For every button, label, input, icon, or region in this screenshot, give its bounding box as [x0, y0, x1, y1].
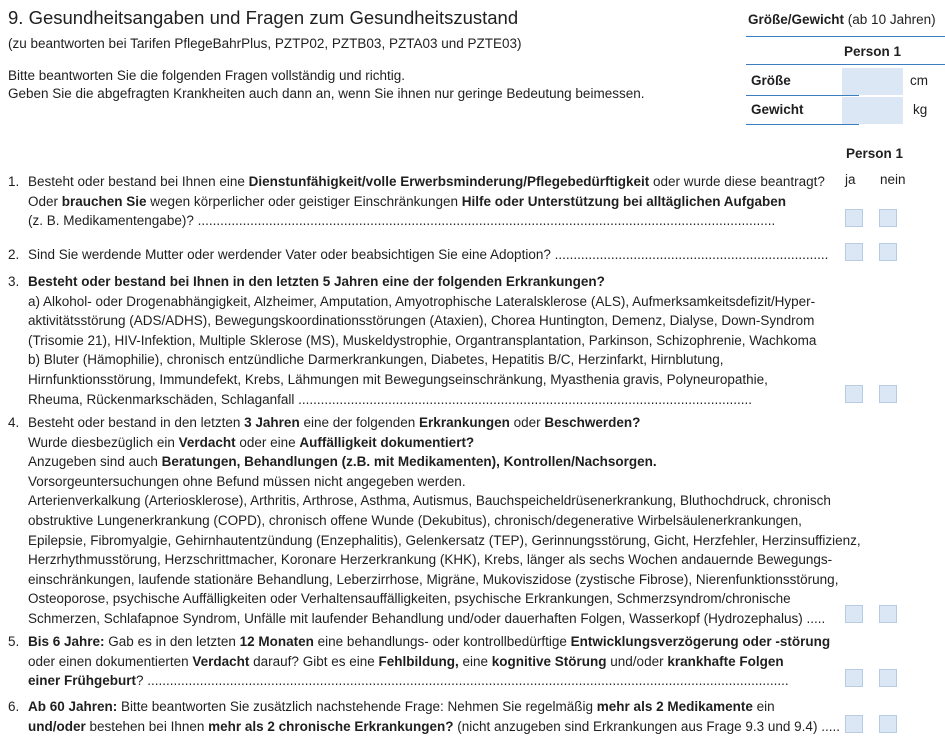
intro-line-2: Geben Sie die abgefragten Krankheiten auch dann an, wenn Sie ihnen nur geringe Bedeutung beimessen.: [8, 86, 645, 101]
q6-bold: mehr als 2 Medikamente: [596, 699, 753, 714]
q4-text: einschränkungen, laufende stationäre Behandlung, Leberzirrhose, Migräne, Mukoviszidose (zystische Fibrose), Nierenfunktionsstörung,: [28, 571, 839, 587]
q4-no-checkbox[interactable]: [879, 605, 897, 623]
q4-text: Arterienverkalkung (Arteriosklerose), Arthritis, Arthrose, Asthma, Autismus, Bauchspeicheldrüsenerkrankung, Bluthochdruck, chronisch: [28, 493, 831, 509]
q6-text: (nicht anzugeben sind Erkrankungen aus Frage 9.3 und 9.4) .....: [453, 718, 840, 734]
q1-text: oder wurde diese beantragt?: [649, 174, 825, 189]
q4-yes-checkbox[interactable]: [845, 605, 863, 623]
q4-text: Herzrhythmusstörung, Herzschrittmacher, Koronare Herzerkrankung (KHK), Krebs, länger als sechs Wochen andauernde Bewegungs-: [28, 552, 833, 568]
q1-bold: Hilfe oder Unterstützung bei alltäglichen Aufgaben: [461, 193, 787, 209]
q4-bold: Beschwerden?: [544, 415, 641, 430]
q4-text: Anzugeben sind auch: [28, 454, 162, 470]
q5-bold: kognitive Störung: [491, 653, 607, 669]
measurements-heading: [748, 12, 945, 27]
q4-text: Schmerzen, Schlafapnoe Syndrom, Unfälle mit laufender Behandlung und/oder dauerhaften Folgen, Wasserkopf (Hydrozephalus) .....: [28, 610, 826, 626]
measurements-rule-top: [746, 36, 945, 37]
q1-text: Oder: [28, 193, 62, 209]
q3-text: Hirnfunktionsstörung, Immundefekt, Krebs, Lähmungen mit Bewegungseinschränkung, Myasthenia gravis, Polyneuropathie,: [28, 371, 768, 387]
q1-bold: Dienstunfähigkeit/volle Erwerbsminderung/Pflegebedürftigkeit: [248, 174, 650, 189]
measurements-rule-4: [746, 124, 859, 125]
q4-text: oder: [509, 415, 545, 430]
q5-bold: 12 Monaten: [239, 634, 314, 649]
q5-bold: Entwicklungsverzögerung oder -störung: [570, 634, 831, 649]
q1-text: (z. B. Medikamentengabe)? ..........................................................................................................................................................: [28, 213, 776, 229]
q6-yes-checkbox[interactable]: [845, 715, 863, 733]
q3-no-checkbox[interactable]: [879, 385, 897, 403]
q5-bold: Fehlbildung,: [378, 653, 459, 669]
height-input[interactable]: [842, 68, 903, 95]
q3-text: (Trisomie 21), HIV-Infektion, Multiple Sklerose (MS), Muskeldystrophie, Organtransplantation, Parkinson, Schizophrenie, Wachkoma: [28, 332, 817, 348]
question-number: 6.: [8, 699, 20, 714]
q4-text: Wurde diesbezüglich ein: [28, 434, 179, 450]
q5-bold: Verdacht: [192, 653, 250, 669]
q5-yes-checkbox[interactable]: [845, 669, 863, 687]
q4-text: oder eine: [235, 434, 300, 450]
question-number: 3.: [8, 274, 20, 289]
q5-bold: Bis 6 Jahre:: [28, 634, 105, 649]
q5-text: und/oder: [606, 653, 668, 669]
q1-yes-checkbox[interactable]: [845, 209, 863, 227]
q6-text: bestehen bei Ihnen: [85, 718, 209, 734]
q3-text: Rheuma, Rückenmarkschäden, Schlaganfall .........................................................................................................................: [28, 391, 752, 407]
measurements-person: Person 1: [844, 44, 902, 59]
weight-label: Gewicht: [751, 102, 804, 117]
q3-yes-checkbox[interactable]: [845, 385, 863, 403]
q5-text: oder einen dokumentierten: [28, 653, 193, 669]
q4-text: Epilepsie, Fibromyalgie, Gehirnhautentzündung (Enzephalitis), Gelenkersatz (TEP), Gerinnungsstörung, Gicht, Herzfehler, Herzinsuffizienz,: [28, 532, 861, 548]
weight-unit: kg: [913, 102, 928, 117]
q2-yes-checkbox[interactable]: [845, 243, 863, 261]
measurements-heading-bold: Größe/Gewicht: [748, 12, 845, 27]
q4-text: Besteht oder bestand in den letzten: [28, 415, 245, 430]
answers-no-label: nein: [880, 172, 906, 187]
q6-bold: und/oder: [28, 718, 86, 734]
measurements-heading-note: (ab 10 Jahren): [847, 12, 936, 27]
question-number: 2.: [8, 247, 20, 262]
q5-bold: einer Frühgeburt: [28, 673, 137, 689]
q4-bold: Beratungen, Behandlungen (z.B. mit Medikamenten), Kontrollen/Nachsorgen.: [161, 454, 657, 470]
weight-input[interactable]: [842, 97, 903, 124]
q5-text: Gab es in den letzten: [104, 634, 240, 649]
q4-bold: Auffälligkeit dokumentiert?: [299, 434, 475, 450]
q4-bold: Verdacht: [178, 434, 236, 450]
q5-text: eine: [458, 653, 492, 669]
q5-text: darauf? Gibt es eine: [249, 653, 379, 669]
intro-text: [8, 67, 644, 103]
q1-bold: brauchen Sie: [61, 193, 147, 209]
height-unit: cm: [910, 73, 928, 88]
q1-no-checkbox[interactable]: [879, 209, 897, 227]
q3-text: b) Bluter (Hämophilie), chronisch entzündliche Darmerkrankungen, Diabetes, Hepatitis B/C, Herzinfarkt, Hirnblutung,: [28, 352, 724, 368]
q4-text: Osteoporose, psychische Auffälligkeiten oder Verhaltensauffälligkeiten, psychische Erkrankungen, Schmerzsyndrom/chronische: [28, 591, 791, 607]
q4-text: Vorsorgeuntersuchungen ohne Befund müssen nicht angegeben werden.: [28, 473, 466, 489]
q4-text: eine der folgenden: [299, 415, 420, 430]
q2-no-checkbox[interactable]: [879, 243, 897, 261]
question-number: 4.: [8, 415, 20, 430]
q1-text: wegen körperlicher oder geistiger Einschränkungen: [146, 193, 462, 209]
section-subtitle: (zu beantworten bei Tarifen PflegeBahrPlus, PZTP02, PZTB03, PZTA03 und PZTE03): [8, 36, 522, 51]
measurements-rule-2: [746, 64, 945, 65]
q5-no-checkbox[interactable]: [879, 669, 897, 687]
q1-text: Besteht oder bestand bei Ihnen eine: [28, 174, 249, 189]
question-number: 5.: [8, 634, 20, 649]
q5-text: eine behandlungs- oder kontrollbedürftige: [313, 634, 571, 649]
q6-no-checkbox[interactable]: [879, 715, 897, 733]
answers-person: Person 1: [846, 146, 904, 161]
q6-bold: Ab 60 Jahren:: [28, 699, 118, 714]
section-title: 9. Gesundheitsangaben und Fragen zum Gesundheitszustand: [8, 7, 519, 28]
q3-text: a) Alkohol- oder Drogenabhängigkeit, Alzheimer, Amputation, Amyotrophische Lateralsklerose (ALS), Aufmerksamkeitsdefizit/Hyper-: [28, 293, 816, 309]
q6-bold: mehr als 2 chronische Erkrankungen?: [208, 718, 454, 734]
q5-bold: krankhafte Folgen: [667, 653, 784, 669]
q4-text: obstruktive Lungenerkrankung (COPD), chronisch offene Wunde (Dekubitus), chronisch/degenerative Wirbelsäulenerkrankungen,: [28, 512, 802, 528]
intro-line-1: Bitte beantworten Sie die folgenden Fragen vollständig und richtig.: [8, 68, 406, 83]
answers-yes-label: ja: [845, 172, 856, 187]
q5-text: ? ...........................................................................................................................................................................: [136, 673, 789, 689]
q6-text: Bitte beantworten Sie zusätzlich nachstehende Frage: Nehmen Sie regelmäßig: [117, 699, 597, 714]
q4-bold: Erkrankungen: [419, 415, 510, 430]
q3-text: aktivitätsstörung (ADS/ADHS), Bewegungskoordinationsstörungen (Ataxien), Chorea Huntington, Demenz, Dialyse, Down-Syndrom: [28, 313, 815, 329]
measurements-rule-3: [746, 95, 859, 96]
height-label: Größe: [751, 73, 791, 88]
q4-bold: 3 Jahren: [244, 415, 300, 430]
q2-text: Sind Sie werdende Mutter oder werdender Vater oder beabsichtigen Sie eine Adoption? .........................................................................: [28, 247, 829, 262]
q3-bold: Besteht oder bestand bei Ihnen in den letzten 5 Jahren eine der folgenden Erkrankungen?: [28, 274, 605, 289]
question-number: 1.: [8, 174, 20, 189]
q6-text: ein: [752, 699, 775, 714]
